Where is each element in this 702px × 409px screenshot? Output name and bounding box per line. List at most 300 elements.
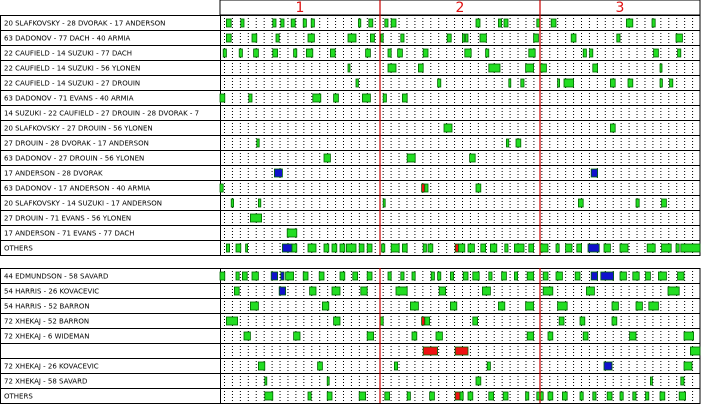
- dot: [684, 174, 685, 175]
- dot: [319, 87, 320, 88]
- dot: [676, 147, 677, 148]
- dot: [668, 177, 669, 178]
- dot: [414, 33, 415, 34]
- dot: [375, 111, 376, 112]
- dot: [383, 63, 384, 64]
- dot: [264, 117, 265, 118]
- dot: [637, 123, 638, 124]
- dot: [668, 81, 669, 82]
- dot: [692, 216, 693, 217]
- dot: [684, 286, 685, 287]
- dot: [367, 72, 368, 73]
- dot: [541, 162, 542, 163]
- dot: [525, 204, 526, 205]
- dot: [406, 316, 407, 317]
- dot: [375, 54, 376, 55]
- dot: [414, 147, 415, 148]
- dot: [311, 222, 312, 223]
- dot: [589, 24, 590, 25]
- dot: [692, 177, 693, 178]
- dot: [462, 18, 463, 19]
- dot: [549, 147, 550, 148]
- dot: [613, 289, 614, 290]
- dot: [605, 219, 606, 220]
- dot: [581, 174, 582, 175]
- dot: [462, 54, 463, 55]
- dot: [256, 27, 257, 28]
- dot: [295, 216, 296, 217]
- dot: [573, 48, 574, 49]
- dot: [581, 84, 582, 85]
- dot: [502, 99, 503, 100]
- dot: [692, 51, 693, 52]
- dot: [660, 24, 661, 25]
- dot: [652, 277, 653, 278]
- dot: [391, 304, 392, 305]
- dot: [422, 234, 423, 235]
- dot: [287, 292, 288, 293]
- dot: [573, 132, 574, 133]
- dot: [668, 18, 669, 19]
- dot: [486, 141, 487, 142]
- dot: [478, 93, 479, 94]
- dot: [668, 192, 669, 193]
- dot: [613, 222, 614, 223]
- dot: [573, 66, 574, 67]
- dot: [280, 222, 281, 223]
- dot: [518, 234, 519, 235]
- dot: [383, 78, 384, 79]
- dot: [470, 304, 471, 305]
- dot: [232, 126, 233, 127]
- dot: [581, 222, 582, 223]
- dot: [478, 36, 479, 37]
- dot: [637, 286, 638, 287]
- dot: [573, 57, 574, 58]
- dot: [613, 216, 614, 217]
- dot: [272, 117, 273, 118]
- dot: [454, 48, 455, 49]
- dot: [391, 228, 392, 229]
- dot: [629, 186, 630, 187]
- dot: [232, 123, 233, 124]
- dot: [597, 132, 598, 133]
- dot: [383, 228, 384, 229]
- dot: [422, 231, 423, 232]
- dot: [319, 228, 320, 229]
- dot: [478, 234, 479, 235]
- dot: [383, 138, 384, 139]
- dot: [494, 102, 495, 103]
- dot: [359, 216, 360, 217]
- dot: [621, 219, 622, 220]
- dot: [605, 310, 606, 311]
- dot: [605, 36, 606, 37]
- dot: [549, 237, 550, 238]
- dot: [557, 69, 558, 70]
- dot: [383, 21, 384, 22]
- dot: [335, 111, 336, 112]
- dot: [303, 126, 304, 127]
- dot: [438, 171, 439, 172]
- dot: [248, 274, 249, 275]
- dot: [676, 18, 677, 19]
- dot: [557, 198, 558, 199]
- dot: [621, 292, 622, 293]
- dot: [525, 144, 526, 145]
- dot: [518, 51, 519, 52]
- dot: [462, 319, 463, 320]
- dot: [676, 162, 677, 163]
- shift-bar: [447, 34, 451, 42]
- dot: [478, 204, 479, 205]
- dot: [303, 141, 304, 142]
- dot: [446, 57, 447, 58]
- dot: [343, 177, 344, 178]
- dot: [224, 204, 225, 205]
- dot: [248, 189, 249, 190]
- dot: [629, 33, 630, 34]
- dot: [303, 48, 304, 49]
- dot: [478, 102, 479, 103]
- dot: [256, 243, 257, 244]
- dot: [660, 174, 661, 175]
- dot: [668, 21, 669, 22]
- dot: [335, 114, 336, 115]
- dot: [264, 228, 265, 229]
- dot: [303, 69, 304, 70]
- dot: [359, 57, 360, 58]
- dot: [676, 69, 677, 70]
- dot: [343, 237, 344, 238]
- dot: [581, 304, 582, 305]
- dot: [676, 108, 677, 109]
- dot: [549, 271, 550, 272]
- dot: [264, 54, 265, 55]
- dot: [660, 21, 661, 22]
- dot: [502, 243, 503, 244]
- dot: [486, 156, 487, 157]
- dot: [359, 108, 360, 109]
- dot: [581, 234, 582, 235]
- dot: [525, 246, 526, 247]
- dot: [383, 132, 384, 133]
- row: [1, 225, 701, 241]
- dot: [264, 319, 265, 320]
- dot: [597, 117, 598, 118]
- dot: [652, 204, 653, 205]
- dot: [470, 213, 471, 214]
- dot: [311, 87, 312, 88]
- dot: [668, 234, 669, 235]
- dot: [414, 228, 415, 229]
- dot: [351, 228, 352, 229]
- dot: [589, 216, 590, 217]
- shift-bar: [564, 79, 574, 87]
- dot: [287, 216, 288, 217]
- dot: [351, 192, 352, 193]
- dot: [613, 102, 614, 103]
- dot: [430, 301, 431, 302]
- dot: [494, 141, 495, 142]
- dot: [327, 319, 328, 320]
- dot: [280, 198, 281, 199]
- dot: [652, 237, 653, 238]
- dot: [589, 204, 590, 205]
- dot: [692, 162, 693, 163]
- dot: [383, 177, 384, 178]
- dot: [637, 42, 638, 43]
- dot: [629, 216, 630, 217]
- dot: [454, 277, 455, 278]
- dot: [303, 156, 304, 157]
- dot: [565, 204, 566, 205]
- dot: [581, 147, 582, 148]
- shift-bar: [617, 34, 620, 42]
- dot: [613, 231, 614, 232]
- dot: [557, 144, 558, 145]
- dot: [684, 207, 685, 208]
- dot: [518, 57, 519, 58]
- dot: [406, 69, 407, 70]
- dot: [438, 63, 439, 64]
- shift-bar: [476, 19, 480, 27]
- dot: [391, 117, 392, 118]
- dot: [470, 201, 471, 202]
- dot: [605, 84, 606, 85]
- dot: [438, 147, 439, 148]
- dot: [359, 48, 360, 49]
- dot: [422, 108, 423, 109]
- dot: [533, 231, 534, 232]
- dot: [256, 228, 257, 229]
- dot: [303, 234, 304, 235]
- dot: [573, 177, 574, 178]
- dot: [232, 189, 233, 190]
- dot: [629, 243, 630, 244]
- dot: [573, 51, 574, 52]
- dot: [256, 292, 257, 293]
- dot: [240, 271, 241, 272]
- dot: [287, 102, 288, 103]
- dot: [637, 57, 638, 58]
- dot: [589, 201, 590, 202]
- dot: [676, 237, 677, 238]
- dot: [367, 310, 368, 311]
- dot: [264, 129, 265, 130]
- dot: [637, 183, 638, 184]
- dot: [224, 325, 225, 326]
- dot: [621, 177, 622, 178]
- dot: [525, 289, 526, 290]
- dot: [541, 108, 542, 109]
- dot: [573, 21, 574, 22]
- dot: [581, 213, 582, 214]
- dot: [557, 292, 558, 293]
- dot: [652, 93, 653, 94]
- dot: [462, 292, 463, 293]
- dot: [446, 231, 447, 232]
- dot: [319, 171, 320, 172]
- dot: [351, 289, 352, 290]
- dot: [494, 292, 495, 293]
- dot: [470, 228, 471, 229]
- dot: [303, 93, 304, 94]
- dot: [557, 27, 558, 28]
- dot: [637, 192, 638, 193]
- shift-bar: [670, 79, 673, 87]
- dot: [605, 162, 606, 163]
- dot: [272, 316, 273, 317]
- dot: [311, 310, 312, 311]
- dot: [549, 207, 550, 208]
- dot: [391, 87, 392, 88]
- dot: [454, 117, 455, 118]
- dot: [525, 252, 526, 253]
- dot: [652, 99, 653, 100]
- dot: [375, 162, 376, 163]
- dot: [486, 228, 487, 229]
- dot: [518, 81, 519, 82]
- dot: [525, 201, 526, 202]
- dot: [256, 81, 257, 82]
- dot: [248, 63, 249, 64]
- dot: [280, 21, 281, 22]
- dot: [486, 177, 487, 178]
- dot: [248, 81, 249, 82]
- dot: [406, 63, 407, 64]
- dot: [343, 117, 344, 118]
- dot: [557, 228, 558, 229]
- dot: [446, 96, 447, 97]
- dot: [621, 141, 622, 142]
- dot: [256, 201, 257, 202]
- dot: [303, 177, 304, 178]
- row: [1, 195, 701, 211]
- dot: [470, 301, 471, 302]
- shift-bar: [439, 287, 445, 295]
- dot: [549, 117, 550, 118]
- dot: [684, 114, 685, 115]
- dot: [264, 18, 265, 19]
- dot: [549, 234, 550, 235]
- dot: [287, 147, 288, 148]
- dot: [629, 57, 630, 58]
- dot: [581, 87, 582, 88]
- dot: [232, 78, 233, 79]
- row: [1, 30, 701, 46]
- dot: [541, 144, 542, 145]
- dot: [375, 153, 376, 154]
- dot: [644, 63, 645, 64]
- dot: [327, 33, 328, 34]
- dot: [319, 123, 320, 124]
- dot: [287, 21, 288, 22]
- dot: [684, 27, 685, 28]
- dot: [613, 21, 614, 22]
- dot: [692, 72, 693, 73]
- dot: [359, 234, 360, 235]
- dot: [510, 183, 511, 184]
- dot: [264, 42, 265, 43]
- dot: [351, 114, 352, 115]
- dot: [605, 72, 606, 73]
- shift-bar: [340, 272, 345, 280]
- dot: [264, 201, 265, 202]
- dot: [406, 51, 407, 52]
- line-label: 14 SUZUKI - 22 CAUFIELD - 27 DROUIN - 28 DVORAK - 7: [4, 109, 200, 118]
- dot: [676, 231, 677, 232]
- dot: [644, 153, 645, 154]
- shift-bar: [332, 287, 340, 295]
- row: [1, 240, 701, 256]
- dot: [335, 162, 336, 163]
- dot: [272, 319, 273, 320]
- dot: [367, 156, 368, 157]
- dot: [637, 93, 638, 94]
- dot: [280, 57, 281, 58]
- dot: [486, 93, 487, 94]
- dot: [541, 174, 542, 175]
- dot: [549, 33, 550, 34]
- dot: [565, 274, 566, 275]
- dot: [319, 310, 320, 311]
- dot: [367, 219, 368, 220]
- dot: [565, 96, 566, 97]
- dot: [478, 322, 479, 323]
- dot: [684, 183, 685, 184]
- dot: [446, 228, 447, 229]
- dot: [565, 126, 566, 127]
- dot: [541, 102, 542, 103]
- dot: [335, 159, 336, 160]
- dot: [462, 222, 463, 223]
- dot: [446, 66, 447, 67]
- dot: [287, 123, 288, 124]
- dot: [232, 177, 233, 178]
- dot: [549, 102, 550, 103]
- dot: [272, 174, 273, 175]
- dot: [478, 123, 479, 124]
- dot: [240, 219, 241, 220]
- dot: [652, 219, 653, 220]
- dot: [621, 201, 622, 202]
- dot: [573, 111, 574, 112]
- dot: [248, 24, 249, 25]
- dot: [652, 295, 653, 296]
- dot: [311, 72, 312, 73]
- dot: [668, 156, 669, 157]
- dot: [367, 192, 368, 193]
- dot: [494, 274, 495, 275]
- dot: [494, 231, 495, 232]
- dot: [684, 39, 685, 40]
- dot: [629, 246, 630, 247]
- dot: [256, 177, 257, 178]
- dot: [565, 198, 566, 199]
- dot: [637, 246, 638, 247]
- dot: [446, 51, 447, 52]
- dot: [351, 102, 352, 103]
- dot: [525, 129, 526, 130]
- shift-bar: [455, 244, 458, 252]
- dot: [232, 156, 233, 157]
- row: [1, 120, 701, 136]
- dot: [335, 198, 336, 199]
- dot: [295, 174, 296, 175]
- dot: [454, 99, 455, 100]
- dot: [303, 171, 304, 172]
